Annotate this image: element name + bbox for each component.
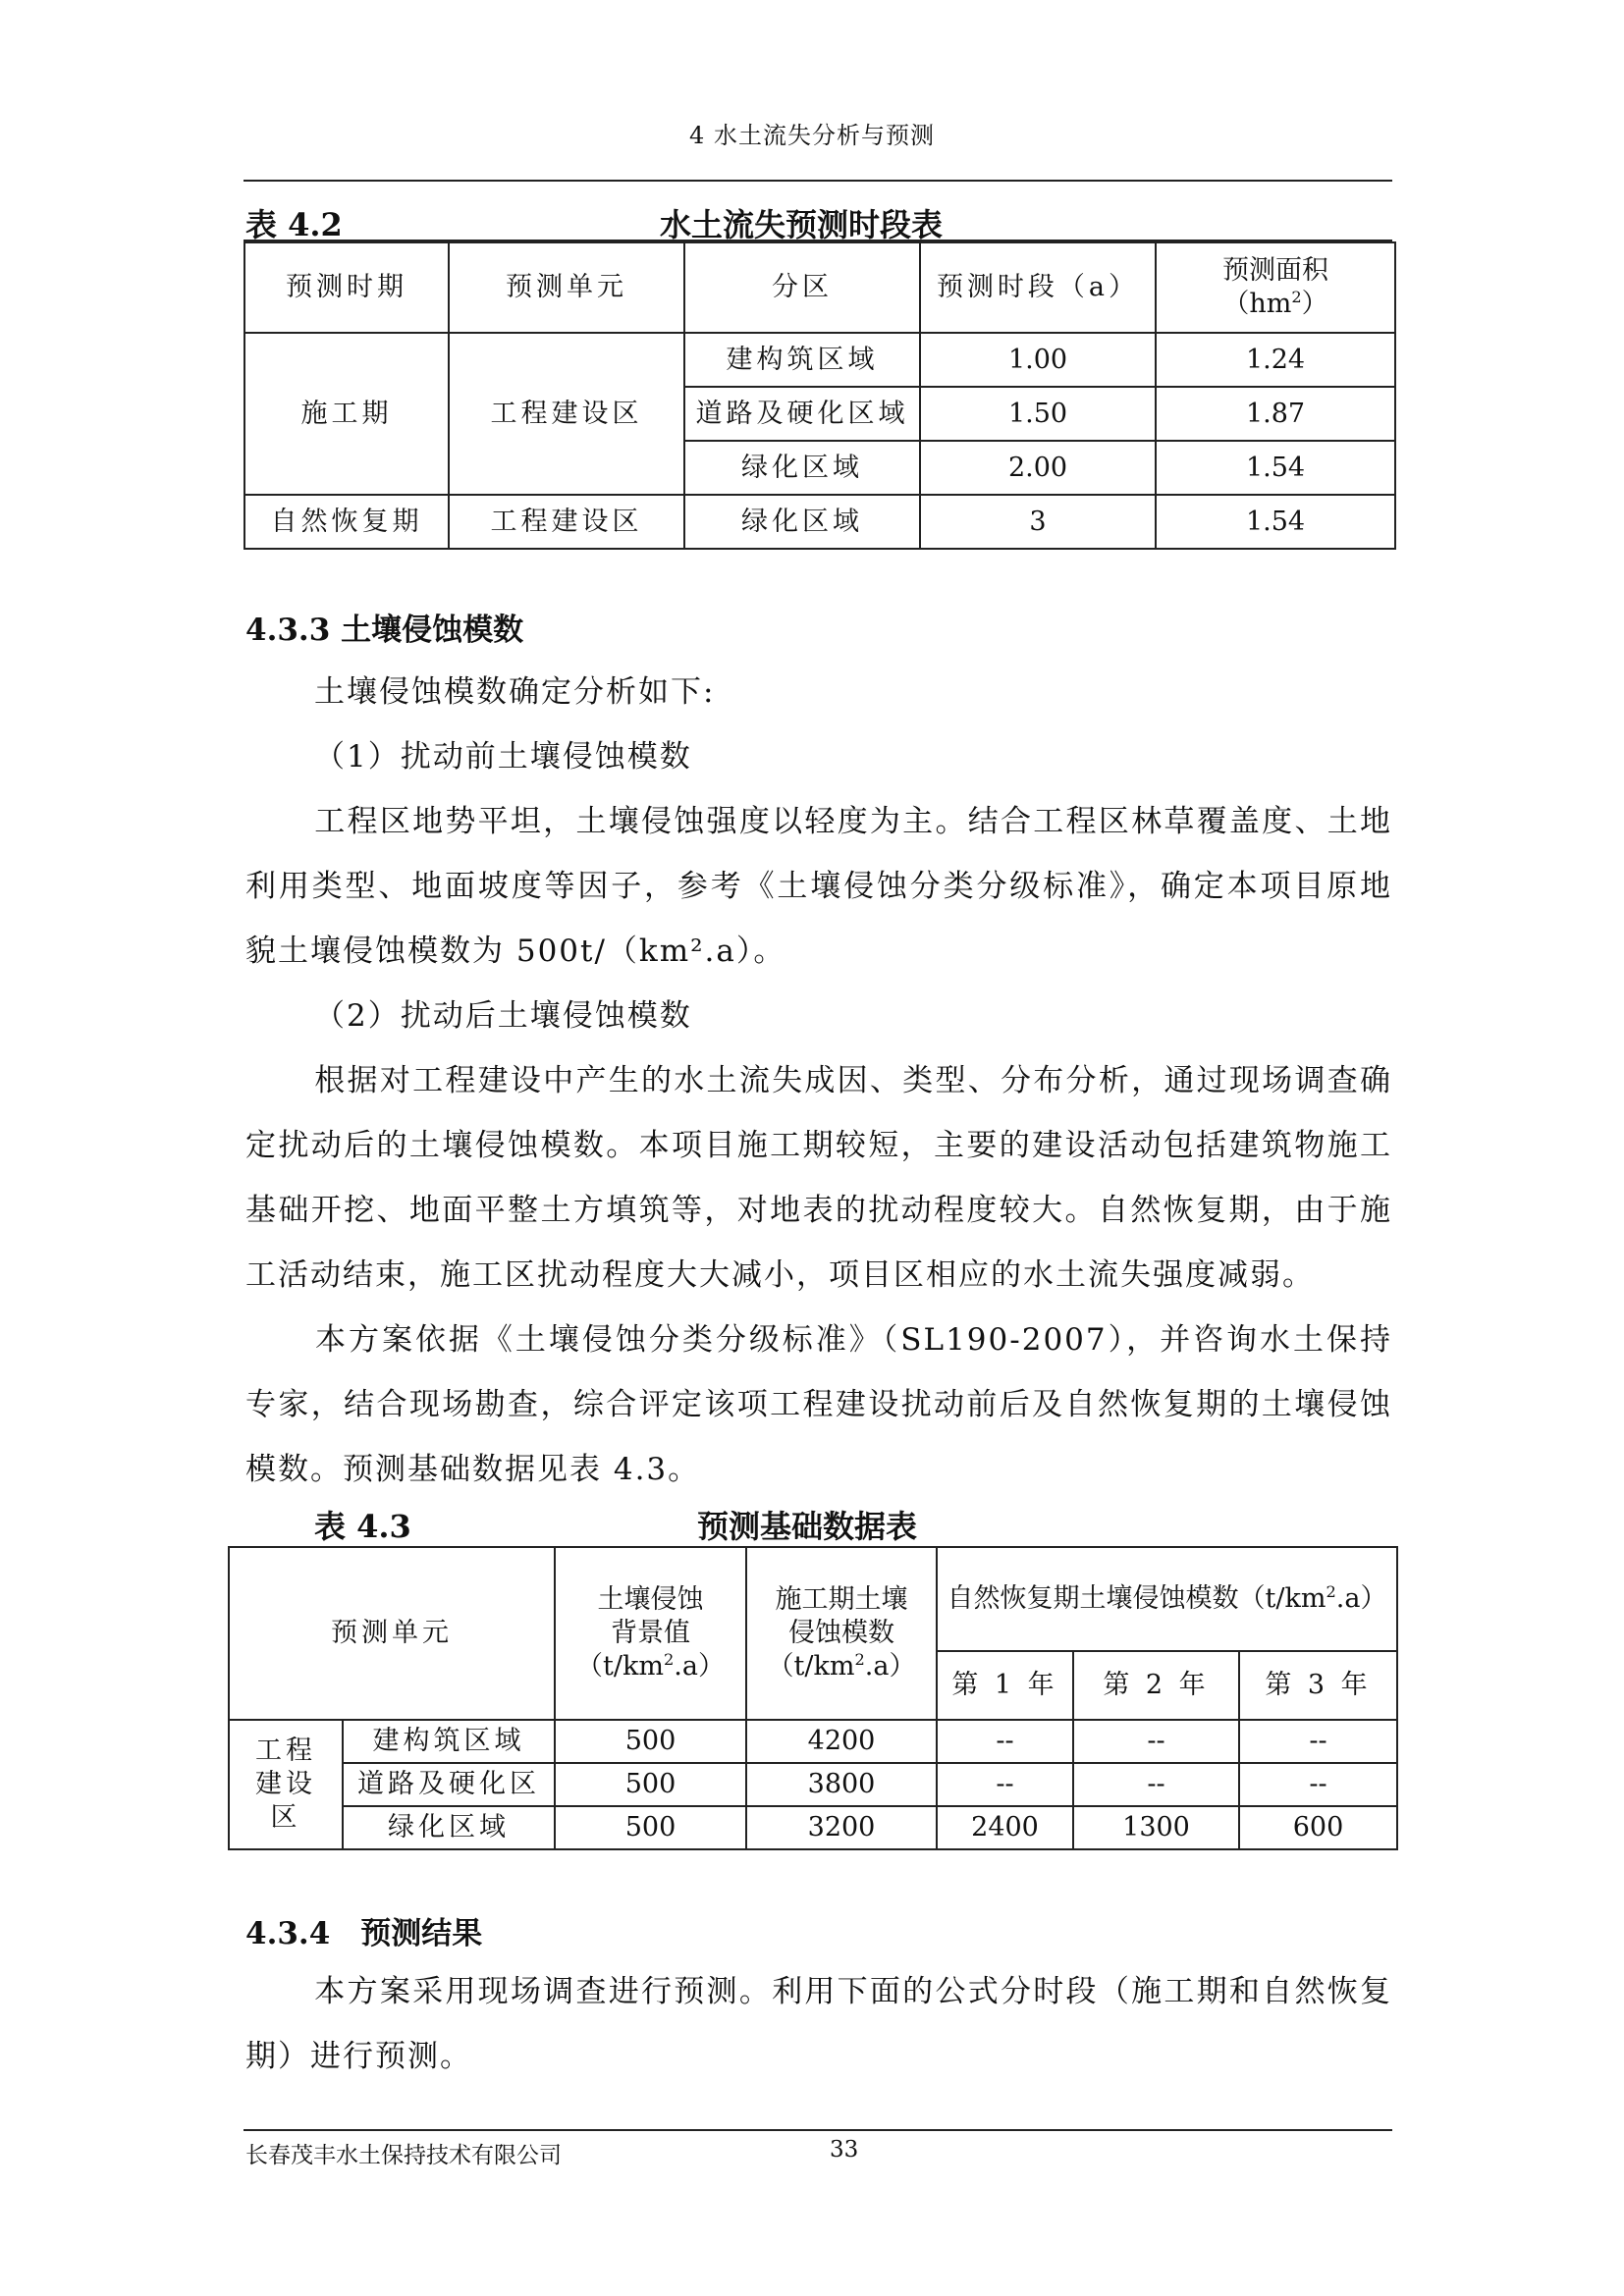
- paragraph-before-disturbance: 工程区地势平坦，土壤侵蚀强度以轻度为主。结合工程区林草覆盖度、土地利用类型、地面坡度等因子，参考《土壤侵蚀分类分级标准》，确定本项目原地貌土壤侵蚀模数为 500t/（km².a）。: [245, 804, 1392, 969]
- header-period: 预测时期: [244, 242, 449, 333]
- table-row: [229, 1720, 1397, 1763]
- zone-cell: 道路及硬化区域: [684, 387, 920, 441]
- area-cell: 1.87: [1156, 387, 1395, 441]
- table-43: [228, 1546, 1398, 1850]
- year-3-cell: --: [1239, 1763, 1397, 1806]
- table-42: [244, 241, 1396, 550]
- recovery-period-cell: 自然恢复期: [244, 495, 449, 549]
- time-cell: 2.00: [920, 441, 1156, 495]
- table-row: [229, 1763, 1397, 1806]
- unit-name-cell: 绿化区域: [343, 1806, 555, 1849]
- header-construction: 施工期土壤 侵蚀模数 $(t/km^2.a)$: [746, 1547, 937, 1720]
- header-zone: 分区: [684, 242, 920, 333]
- background-cell: 500: [555, 1763, 746, 1806]
- table-row: [229, 1806, 1397, 1849]
- table-43-number: 表 4.3: [314, 1508, 411, 1545]
- year-2-cell: 1300: [1073, 1806, 1239, 1849]
- table-42-header-row: [244, 242, 1395, 333]
- zone-cell: 建构筑区域: [684, 333, 920, 387]
- unit-name-cell: 建构筑区域: [343, 1720, 555, 1763]
- table-43-title: 预测基础数据表: [697, 1508, 918, 1545]
- header-area-label: 预测面积: [1222, 255, 1328, 287]
- background-cell: 500: [555, 1806, 746, 1849]
- subheading-before-disturbance: （1）扰动前土壤侵蚀模数: [314, 739, 692, 774]
- header-recovery: 自然恢复期土壤侵蚀模数$(t/km^2.a)$: [937, 1547, 1397, 1651]
- year-2-cell: --: [1073, 1720, 1239, 1763]
- section-434-heading: 4.3.4 预测结果: [245, 1916, 483, 1951]
- header-year-1: 第 1 年: [937, 1651, 1073, 1720]
- running-header: 4 水土流失分析与预测: [689, 122, 935, 149]
- time-cell: 1.50: [920, 387, 1156, 441]
- zone-cell: 绿化区域: [684, 441, 920, 495]
- table-42-title: 水土流失预测时段表: [660, 206, 944, 243]
- section-433-intro: 土壤侵蚀模数确定分析如下:: [314, 674, 716, 710]
- construction-period-cell: 施工期: [244, 333, 449, 495]
- page-number: 33: [830, 2137, 859, 2163]
- construction-cell: 3200: [746, 1806, 937, 1849]
- header-year-3: 第 3 年: [1239, 1651, 1397, 1720]
- subheading-after-disturbance: （2）扰动后土壤侵蚀模数: [314, 998, 692, 1034]
- table-43-header-row: [229, 1547, 1397, 1651]
- zone-cell: 绿化区域: [684, 495, 920, 549]
- area-cell: 1.54: [1156, 495, 1395, 549]
- construction-cell: 4200: [746, 1720, 937, 1763]
- paragraph-prediction-method: 本方案采用现场调查进行预测。利用下面的公式分时段（施工期和自然恢复期）进行预测。: [245, 1974, 1392, 2074]
- paragraph-after-disturbance: 根据对工程建设中产生的水土流失成因、类型、分布分析，通过现场调查确定扰动后的土壤侵蚀模数。本项目施工期较短，主要的建设活动包括建筑物施工基础开挖、地面平整土方填筑等，对地表的扰动程度较大。自然恢复期，由于施工活动结束，施工区扰动程度大大减小，项目区相应的水土流失强度减弱。: [245, 1063, 1392, 1293]
- header-area-unit: $(hm^2)$: [1222, 288, 1328, 319]
- header-unit: 预测单元: [229, 1547, 555, 1720]
- construction-unit-cell: 工程建设区: [449, 333, 684, 495]
- year-1-cell: --: [937, 1720, 1073, 1763]
- year-1-cell: --: [937, 1763, 1073, 1806]
- time-cell: 3: [920, 495, 1156, 549]
- year-3-cell: 600: [1239, 1806, 1397, 1849]
- year-3-cell: --: [1239, 1720, 1397, 1763]
- section-433-heading: 4.3.3 土壤侵蚀模数: [245, 613, 524, 648]
- header-rule: [244, 180, 1392, 182]
- footer-company: 长春茂丰水土保持技术有限公司: [245, 2143, 562, 2168]
- year-2-cell: --: [1073, 1763, 1239, 1806]
- header-background: 土壤侵蚀 背景值 $(t/km^2.a)$: [555, 1547, 746, 1720]
- group-cell: 工程建设区: [229, 1720, 343, 1849]
- header-area: [1156, 242, 1395, 333]
- area-cell: 1.54: [1156, 441, 1395, 495]
- table-row: [244, 333, 1395, 387]
- recovery-unit-cell: 工程建设区: [449, 495, 684, 549]
- table-row: [244, 495, 1395, 549]
- year-1-cell: 2400: [937, 1806, 1073, 1849]
- table-42-number: 表 4.2: [245, 206, 343, 243]
- area-cell: 1.24: [1156, 333, 1395, 387]
- footer-rule: [244, 2129, 1392, 2131]
- paragraph-standard-reference: 本方案依据《土壤侵蚀分类分级标准》（SL190-2007），并咨询水土保持专家，结合现场勘查，综合评定该项工程建设扰动前后及自然恢复期的土壤侵蚀模数。预测基础数据见表 4.3。: [245, 1322, 1392, 1487]
- header-year-2: 第 2 年: [1073, 1651, 1239, 1720]
- construction-cell: 3800: [746, 1763, 937, 1806]
- header-time: 预测时段（a）: [920, 242, 1156, 333]
- header-unit: 预测单元: [449, 242, 684, 333]
- time-cell: 1.00: [920, 333, 1156, 387]
- background-cell: 500: [555, 1720, 746, 1763]
- unit-name-cell: 道路及硬化区: [343, 1763, 555, 1806]
